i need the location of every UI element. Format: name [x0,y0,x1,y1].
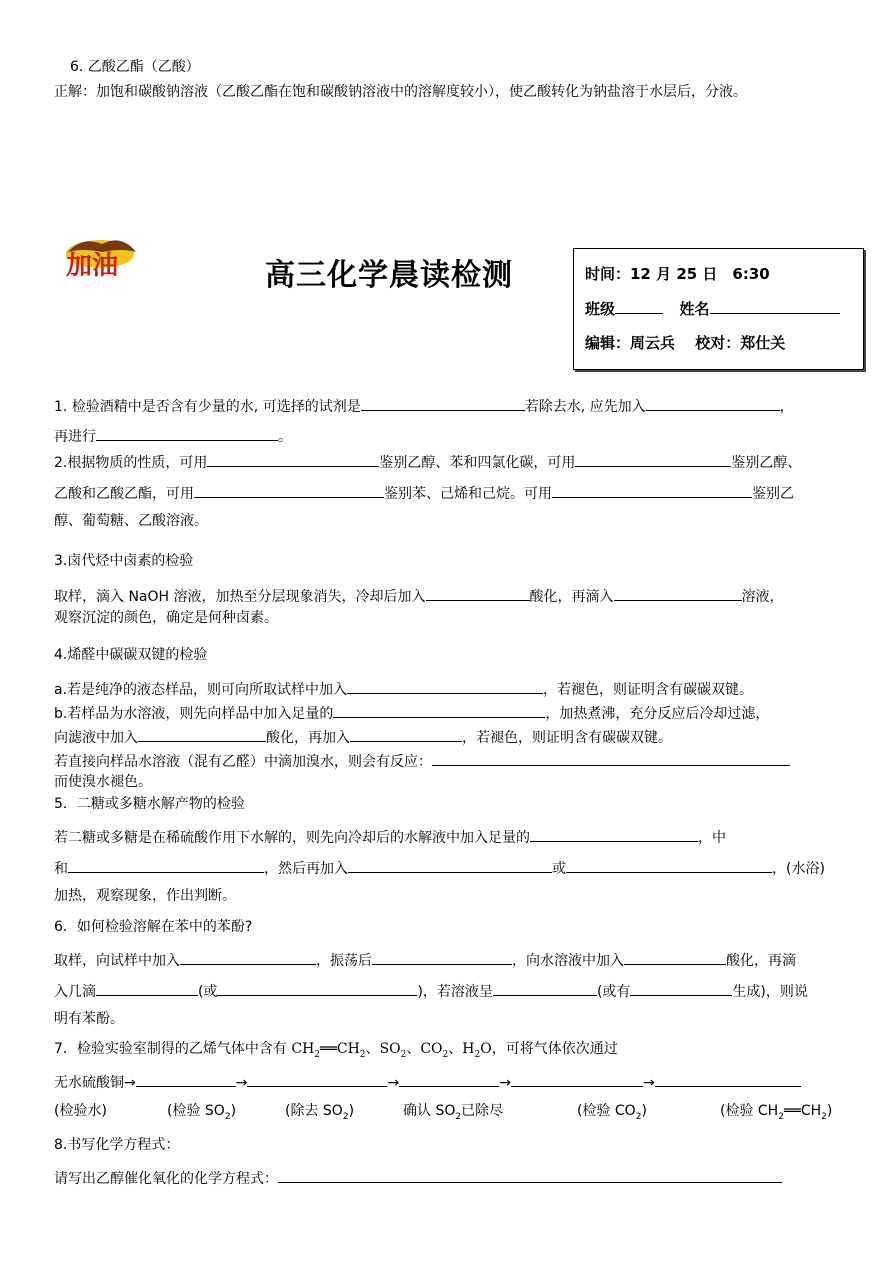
q5-blank3[interactable] [348,856,552,873]
q4-line-c: 向滤液中加入 酸化，再加入 ，若褪色，则证明含有碳碳双键。 [54,725,672,748]
q3-line1: 取样，滴入 NaOH 溶液，加热至分层现象消失，冷却后加入 酸化，再滴入 溶液， [54,584,784,607]
item-6: 6. 乙酸乙酯（乙酸） [70,59,200,75]
q4-blank4[interactable] [350,725,462,742]
q3-blank2[interactable] [614,584,742,601]
editor-text: 编辑：周云兵 校对：郑仕关 [585,334,786,352]
q6-blank4[interactable] [96,979,198,996]
q3-title: 3.卤代烃中卤素的检验 [54,553,194,569]
q5-line1: 若二糖或多糖是在稀硫酸作用下水解的，则先向冷却后的水解液中加入足量的 ，中 [54,825,726,848]
q3-line2: 观察沉淀的颜色，确定是何种卤素。 [54,610,278,626]
name-label: 姓名 [679,300,710,318]
q2-blank2[interactable] [575,450,731,467]
q6-blank5[interactable] [217,979,417,996]
q7-title: 7．检验实验室制得的乙烯气体中含有 $CH_2══CH_2$、$SO_2$、$CO_2$、$H_2O$，可将气体依次通过 [54,1041,618,1060]
q1-line2: 再进行 。 [54,424,292,447]
q8-line1: 请写出乙醇催化氧化的化学方程式： [54,1166,782,1189]
q6-blank7[interactable] [630,979,732,996]
q4-line-b: b.若样品为水溶液，则先向样品中加入足量的 ，加热煮沸，充分反应后冷却过滤， [54,701,769,724]
q4-line-e: 而使溴水褪色。 [54,774,152,790]
q1-blank1[interactable] [361,394,525,411]
info-box [573,248,864,370]
q5-blank2[interactable] [68,856,264,873]
q6-blank1[interactable] [180,948,316,965]
q7-label-confirm-so2: 确认 $SO_2$已除尽 [403,1103,504,1122]
q7-label-remove-so2: (除去 $SO_2$) [285,1103,355,1122]
q6-line1: 取样，向试样中加入 ，振荡后 ，向水溶液中加入 酸化，再滴 [54,948,796,971]
q6-blank2[interactable] [372,948,512,965]
q6-line2: 入几滴 (或 )，若溶液呈 (或有 生成)，则说 [54,979,808,1002]
q7-label-so2: (检验 $SO_2$) [167,1103,237,1122]
q7-label-water: (检验水) [54,1103,107,1119]
q5-blank4[interactable] [566,856,772,873]
q7-chain: 无水硫酸铜→ → → → → [54,1070,801,1093]
q5-title: 5．二糖或多糖水解产物的检验 [54,796,245,812]
q1-blank3[interactable] [96,424,278,441]
q2-blank4[interactable] [552,481,752,498]
q4-blank1[interactable] [347,677,543,694]
q1-blank2[interactable] [646,394,780,411]
q4-line-a: a.若是纯净的液态样品，则可向所取试样中加入 ，若褪色，则证明含有碳碳双键。 [54,677,753,700]
q8-blank1[interactable] [278,1166,782,1183]
q4-blank3[interactable] [138,725,266,742]
q7-blank2[interactable] [247,1070,387,1087]
q7-label-ethylene: (检验 $CH_2══CH_2$) [720,1103,833,1122]
logo-text: 加油 [66,251,119,281]
q5-line3: 加热，观察现象，作出判断。 [54,888,236,904]
class-field[interactable] [615,297,663,314]
q7-blank4[interactable] [511,1070,643,1087]
q5-blank1[interactable] [530,825,698,842]
q7-blank3[interactable] [399,1070,499,1087]
q4-blank2[interactable] [333,701,545,718]
q2-blank1[interactable] [207,450,379,467]
q6-blank6[interactable] [493,979,597,996]
q5-line2: 和 ，然后再加入 或 ，(水浴) [54,856,825,879]
q2-line1: 2.根据物质的性质，可用 鉴别乙醇、苯和四氯化碳，可用 鉴别乙醇、 [54,450,801,473]
q2-line2: 乙酸和乙酸乙酯，可用 鉴别苯、己烯和己烷。可用 鉴别乙 [54,481,794,504]
q6-blank3[interactable] [624,948,726,965]
q4-line-d: 若直接向样品水溶液（混有乙醛）中滴加溴水，则会有反应： [54,749,790,772]
name-field[interactable] [710,297,840,314]
q1-line1: 1. 检验酒精中是否含有少量的水, 可选择的试剂是 若除去水, 应先加入 ， [54,394,794,417]
q2-blank3[interactable] [194,481,384,498]
q7-blank5[interactable] [655,1070,801,1087]
q6-title: 6．如何检验溶解在苯中的苯酚? [54,919,253,935]
page-title: 高三化学晨读检测 [265,258,513,293]
q6-line3: 明有苯酚。 [54,1011,124,1027]
q4-blank5[interactable] [432,749,790,766]
q3-blank1[interactable] [426,584,530,601]
q4-title: 4.烯醛中碳碳双键的检验 [54,647,208,663]
logo [62,238,142,283]
q2-line3: 醇、葡萄糖、乙酸溶液。 [54,513,208,529]
q7-label-co2: (检验 $CO_2$) [577,1103,647,1122]
class-label: 班级 [585,300,616,318]
q8-title: 8.书写化学方程式： [54,1137,180,1153]
q7-blank1[interactable] [136,1070,236,1087]
answer-text: 正解：加饱和碳酸钠溶液（乙酸乙酯在饱和碳酸钠溶液中的溶解度较小），使乙酸转化为钠盐溶于水层后，分液。 [54,84,747,100]
time-text: 时间：12 月 25 日 6:30 [585,265,770,283]
